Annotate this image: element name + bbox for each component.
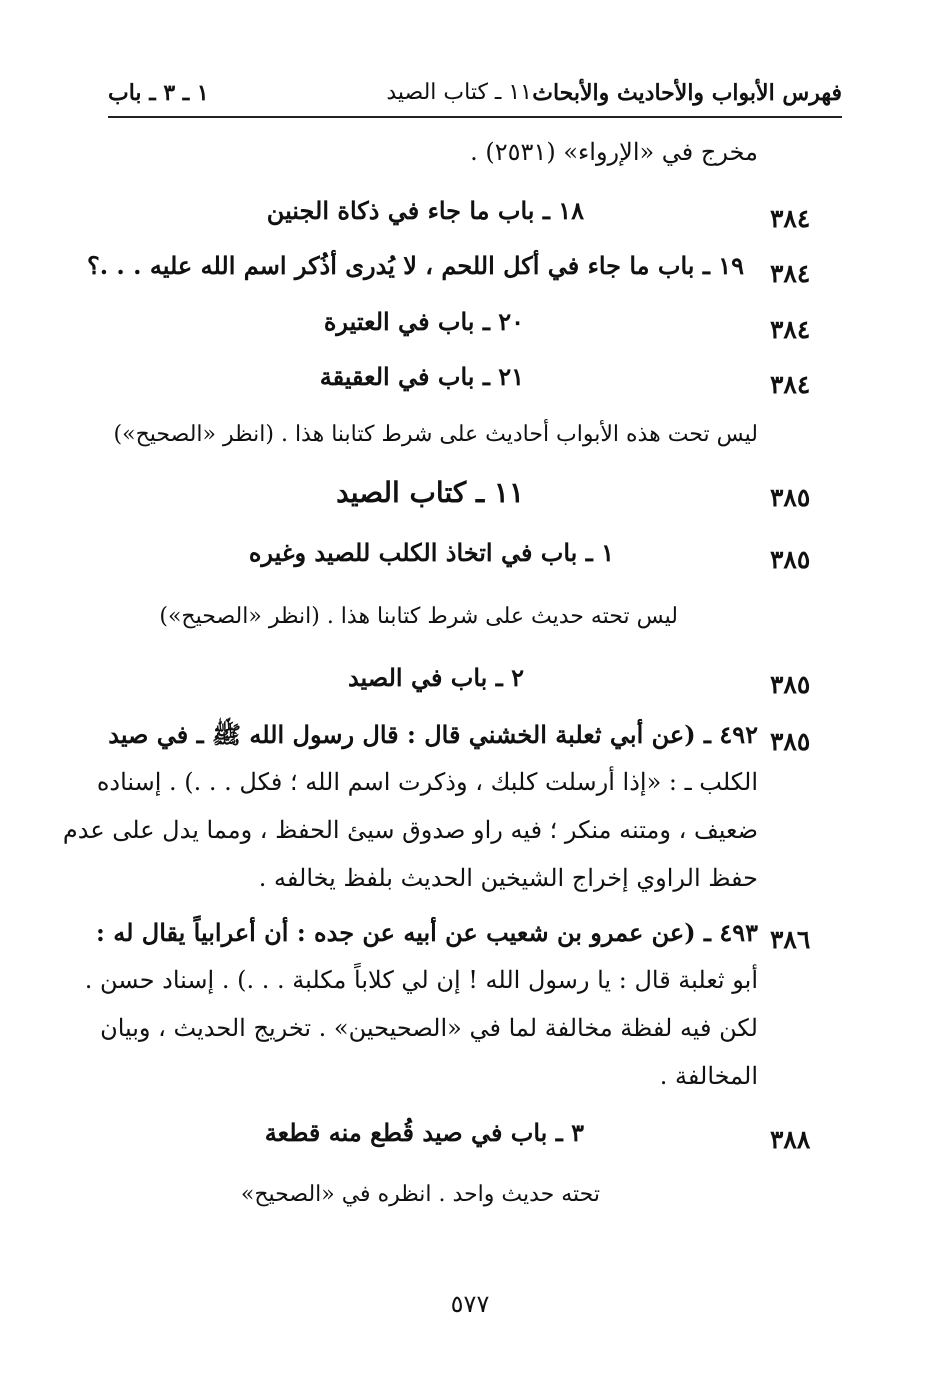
chapter-20: ٢٠ ـ باب في العتيرة (323, 307, 524, 336)
header-index-title: فهرس الأبواب والأحاديث والأبحاث (532, 80, 842, 106)
page-ref-20: ٣٨٤ (770, 315, 811, 344)
page-ref-21: ٣٨٤ (770, 370, 811, 399)
bab-2: ٢ ـ باب في الصيد (347, 663, 524, 692)
hadith-493-line-3: لكن فيه لفظة مخالفة لما في «الصحيحين» . تخريج الحديث ، وبيان (100, 1014, 758, 1042)
bab-1: ١ ـ باب في اتخاذ الكلب للصيد وغيره (248, 538, 614, 567)
note-no-hadith-1: ليس تحت هذه الأبواب أحاديث على شرط كتابنا هذا . (انظر «الصحيح») (113, 422, 758, 447)
note-no-hadith-2: ليس تحته حديث على شرط كتابنا هذا . (انظر «الصحيح») (159, 604, 678, 629)
hadith-492-line-2: الكلب ـ : «إذا أرسلت كلبك ، وذكرت اسم الله ؛ فكل . . .) . إسناده (96, 768, 758, 796)
header-chapter-range: ١ ـ ٣ ـ باب (108, 80, 209, 106)
page-number: ٥٧٧ (450, 1290, 490, 1318)
header-rule (108, 116, 842, 118)
page-ref-book-11: ٣٨٥ (770, 483, 811, 512)
hadith-493-line-2: أبو ثعلبة قال : يا رسول الله ! إن لي كلاباً مكلبة . . .) . إسناد حسن . (84, 966, 758, 994)
note-one-hadith: تحته حديث واحد . انظره في «الصحيح» (240, 1182, 600, 1207)
continuation-line: مخرج في «الإرواء» (٢٥٣١) . (470, 138, 758, 166)
page-ref-bab-2: ٣٨٥ (770, 670, 811, 699)
hadith-492-line-4: حفظ الراوي إخراج الشيخين الحديث بلفظ يخالفه . (258, 864, 758, 892)
page-ref-hadith-493: ٣٨٦ (770, 925, 811, 954)
page-ref-bab-3: ٣٨٨ (770, 1125, 811, 1154)
page-ref-18: ٣٨٤ (770, 204, 811, 233)
chapter-18: ١٨ ـ باب ما جاء في ذكاة الجنين (266, 196, 584, 225)
header-book-title: ١١ ـ كتاب الصيد (386, 80, 532, 105)
chapter-21: ٢١ ـ باب في العقيقة (319, 362, 524, 391)
hadith-492-line-1: ٤٩٢ ـ (عن أبي ثعلبة الخشني قال : قال رسول الله ﷺ ـ في صيد (108, 720, 758, 749)
hadith-493-line-1: ٤٩٣ ـ (عن عمرو بن شعيب عن أبيه عن جده : أن أعرابياً يقال له : (96, 918, 758, 947)
page-ref-hadith-492: ٣٨٥ (770, 727, 811, 756)
book-title-11: ١١ ـ كتاب الصيد (336, 476, 524, 509)
hadith-493-line-4: المخالفة . (659, 1062, 758, 1090)
chapter-19: ١٩ ـ باب ما جاء في أكل اللحم ، لا يُدرى أذُكر اسم الله عليه . . .؟ (86, 251, 744, 280)
running-header (108, 78, 842, 110)
page-ref-bab-1: ٣٨٥ (770, 545, 811, 574)
page-ref-19: ٣٨٤ (770, 259, 811, 288)
bab-3: ٣ ـ باب في صيد قُطع منه قطعة (264, 1118, 584, 1147)
hadith-492-line-3: ضعيف ، ومتنه منكر ؛ فيه راو صدوق سيئ الحفظ ، ومما يدل على عدم (62, 816, 758, 844)
